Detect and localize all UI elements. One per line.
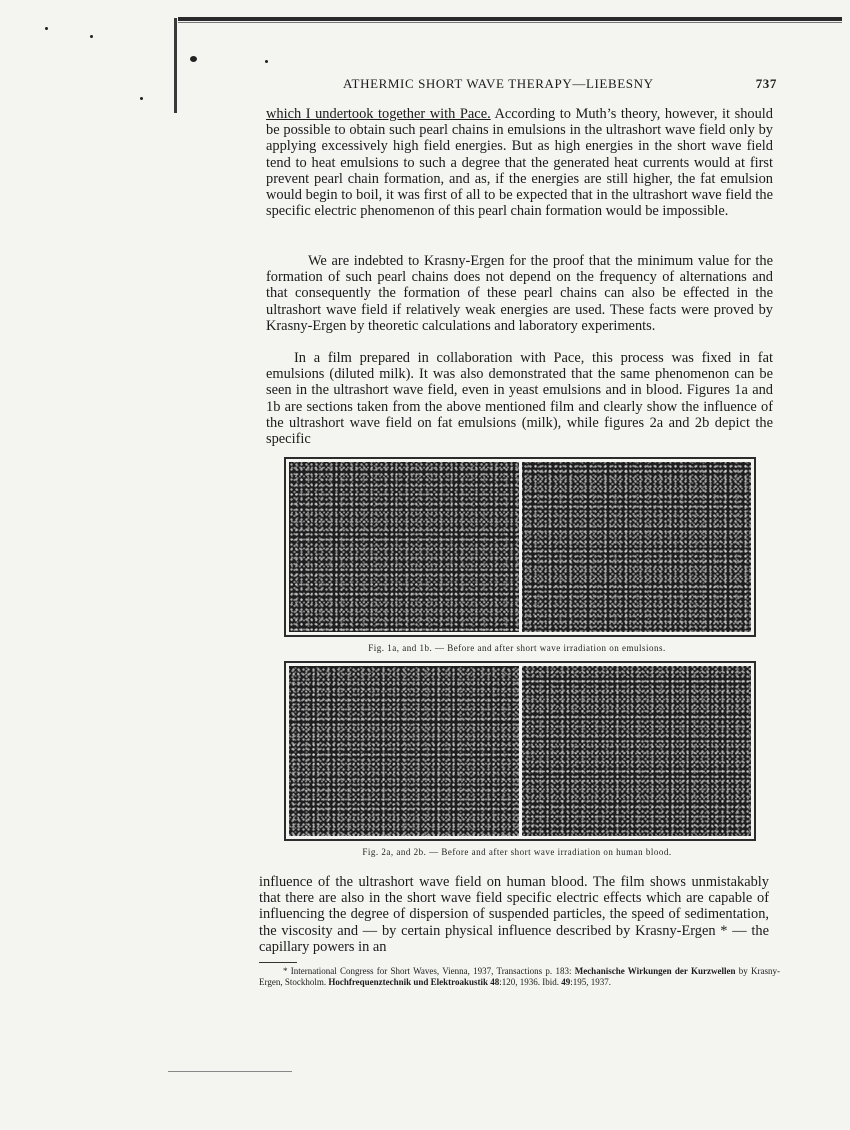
scan-border-top — [178, 17, 842, 21]
footnote-text: :120, 1936. Ibid. — [499, 976, 562, 987]
figure-1a-image — [289, 462, 519, 632]
footnote-text: :195, 1937. — [570, 976, 612, 987]
running-title: ATHERMIC SHORT WAVE THERAPY—LIEBESNY — [343, 76, 654, 91]
scan-speck — [190, 56, 197, 62]
footnote-text: by Krasny-Ergen, Stockholm. — [259, 966, 780, 987]
scan-border-left — [174, 18, 177, 113]
scan-speck — [140, 97, 143, 100]
page-number: 737 — [755, 76, 777, 91]
footnote-bold-journal: Hochfrequenztechnik und Elektroakustik 48 — [328, 976, 500, 987]
footnote — [259, 966, 780, 987]
figure-2-caption: Fig. 2a, and 2b. — Before and after short wave irradiation on human blood. — [362, 847, 672, 857]
footnote-rule — [259, 962, 297, 963]
running-header — [340, 76, 780, 96]
paragraph-3: In a film prepared in collaboration with Pace, this process was fixed in fat emulsions (diluted milk). It was also demonstrated that the same phenomenon can be seen in the ultrashort wave field, even in yeast emulsions and in blood. Figures 1a and 1b are sections taken from the above mentioned film and clearly show the influence of the ultrashort wave field on fat emulsions (milk), while figures 2a and 2b depict the specific — [266, 350, 773, 448]
figure-1-caption: Fig. 1a, and 1b. — Before and after short wave irradiation on emulsions. — [368, 643, 666, 653]
figure-1b-image — [522, 462, 752, 632]
paragraph-2: We are indebted to Krasny-Ergen for the proof that the minimum value for the formation of such pearl chains does not depend on the frequency of alternations and that consequently the formation of these pearl chains can also be effected in the ultrashort wave field if relatively weak energies are used. These facts were proved by Krasny-Ergen by theoretic calculations and laboratory experiments. — [266, 253, 773, 334]
scan-bottom-line — [168, 1071, 292, 1072]
paragraph-1-underlined: which I undertook together with Pace. — [266, 106, 491, 122]
figure-2a-image — [289, 666, 519, 836]
footnote-bold-volume: 49 — [561, 976, 571, 987]
scan-speck — [45, 27, 48, 30]
figure-2b-image — [522, 666, 752, 836]
paragraph-4: influence of the ultrashort wave field on human blood. The film shows unmistakably that there are also in the short wave field specific electric effects which are capable of influencing the degree of dispersion of suspended particles, the speed of sedimentation, the viscosity and — by certain physical influence described by Krasny-Ergen * — the capillary powers in an — [259, 874, 769, 955]
paragraph-1 — [266, 106, 773, 219]
footnote-text: * International Congress for Short Waves, Vienna, 1937, Transactions p. 183: — [283, 966, 575, 976]
figure-1-emulsions — [284, 457, 756, 637]
scan-border-top-thin — [178, 22, 842, 23]
scan-speck — [90, 35, 93, 38]
scan-speck — [265, 60, 268, 63]
footnote-bold-title: Mechanische Wirkungen der Kurzwellen — [574, 966, 736, 976]
paragraph-1-text: According to Muth’s theory, however, it should be possible to obtain such pearl chains in emulsions in the ultrashort wave field only by applying excessively high field energies. But as high energies in the short wave field tend to heat emulsions to such a degree that the generated heat currents would at first prevent pearl chain formation, and as, if the energies are still higher, the fat emulsion would begin to boil, it was first of all to be expected that in the ultrashort wave field the specific electric phenomenon of this pearl chain formation would be impossible. — [266, 106, 773, 220]
figure-2-blood — [284, 661, 756, 841]
